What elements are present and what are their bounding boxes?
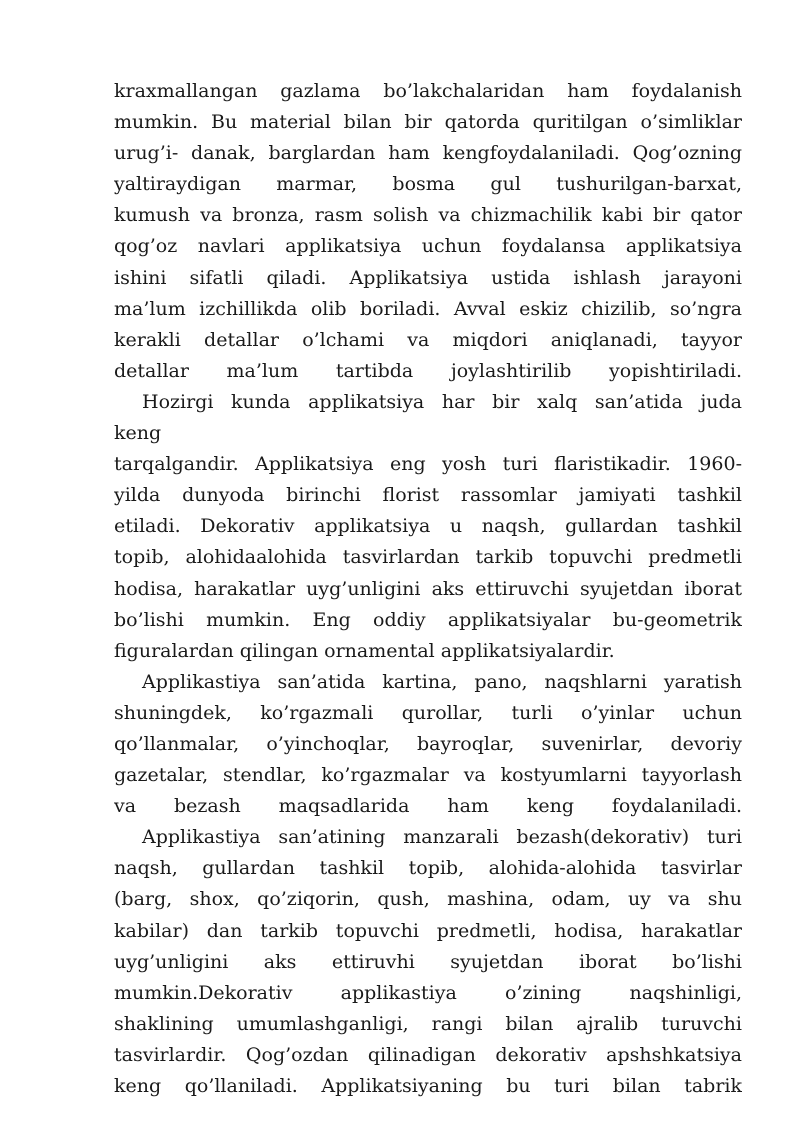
text-line: urug’i- danak, barglardan ham kengfoydalaniladi. Qog’ozning [114,142,742,165]
text-line: etiladi. Dekorativ applikatsiya u naqsh, gullardan tashkil [114,515,742,538]
text-line: kraxmallangan gazlama bo’lakchalaridan ham foydalanish [114,80,742,102]
text-line: qog’oz navlari applikatsiya uchun foydalansa applikatsiya [114,235,742,258]
text-line: bo’lishi mumkin. Eng oddiy applikatsiyalar bu-geometrik [114,608,742,631]
text-line: yilda dunyoda birinchi florist rassomlar jamiyati tashkil [114,484,742,507]
text-line: hodisa, harakatlar uyg’unligini aks ettiruvchi syujetdan iborat [114,577,742,600]
text-line: mumkin.Dekorativ applikastiya o’zining naqshinligi, [114,981,742,1004]
text-line: va bezash maqsadlarida ham keng foydalaniladi. [114,795,742,818]
text-line: tarqalgandir. Applikatsiya eng yosh turi flaristikadir. 1960- [114,453,742,476]
text-line: Hozirgi kunda applikatsiya har bir xalq san’atida juda [142,390,742,413]
body-text [114,76,742,1102]
text-line: kerakli detallar o’lchami va miqdori aniqlanadi, tayyor [114,328,742,351]
text-line: topib, alohidaalohida tasvirlardan tarkib topuvchi predmetli [114,546,742,569]
text-line: shuningdek, ko’rgazmali qurollar, turli o’yinlar uchun [114,701,742,724]
text-line: tasvirlardir. Qog’ozdan qilinadigan dekorativ apshshkatsiya [114,1043,742,1066]
text-line: yaltiraydigan marmar, bosma gul tushurilgan-barxat, [114,173,742,196]
text-line: qo’llanmalar, o’yinchoqlar, bayroqlar, suvenirlar, devoriy [114,732,742,755]
text-line: mumkin. Bu material bilan bir qatorda quritilgan o’simliklar [114,111,742,134]
text-line: gazetalar, stendlar, ko’rgazmalar va kostyumlarni tayyorlash [114,764,742,787]
text-line: ishini sifatli qiladi. Applikatsiya ustida ishlash jarayoni [114,266,742,289]
text-line: naqsh, gullardan tashkil topib, alohida-alohida tasvirlar [114,857,742,880]
text-line: kumush va bronza, rasm solish va chizmachilik kabi bir qator [114,204,742,227]
text-line: keng qo’llaniladi. Applikatsiyaning bu turi bilan tabrik [114,1075,742,1097]
text-line: uyg’unligini aks ettiruvhi syujetdan iborat bo’lishi [114,950,742,973]
text-line: Applikastiya san’atining manzarali bezash(dekorativ) turi [142,826,742,849]
text-line: kabilar) dan tarkib topuvchi predmetli, hodisa, harakatlar [114,919,742,942]
text-line: shaklining umumlashganligi, rangi bilan ajralib turuvchi [114,1012,742,1035]
text-line: (barg, shox, qo’ziqorin, qush, mashina, odam, uy va shu [114,888,742,911]
text-line: Applikastiya san’atida kartina, pano, naqshlarni yaratish [142,670,742,693]
text-line: detallar ma’lum tartibda joylashtirilib yopishtiriladi. [114,359,742,382]
text-line: keng [114,422,162,445]
text-line: figuralardan qilingan ornamental applikatsiyalardir. [114,639,615,662]
text-line: ma’lum izchillikda olib boriladi. Avval eskiz chizilib, so’ngra [114,297,742,320]
